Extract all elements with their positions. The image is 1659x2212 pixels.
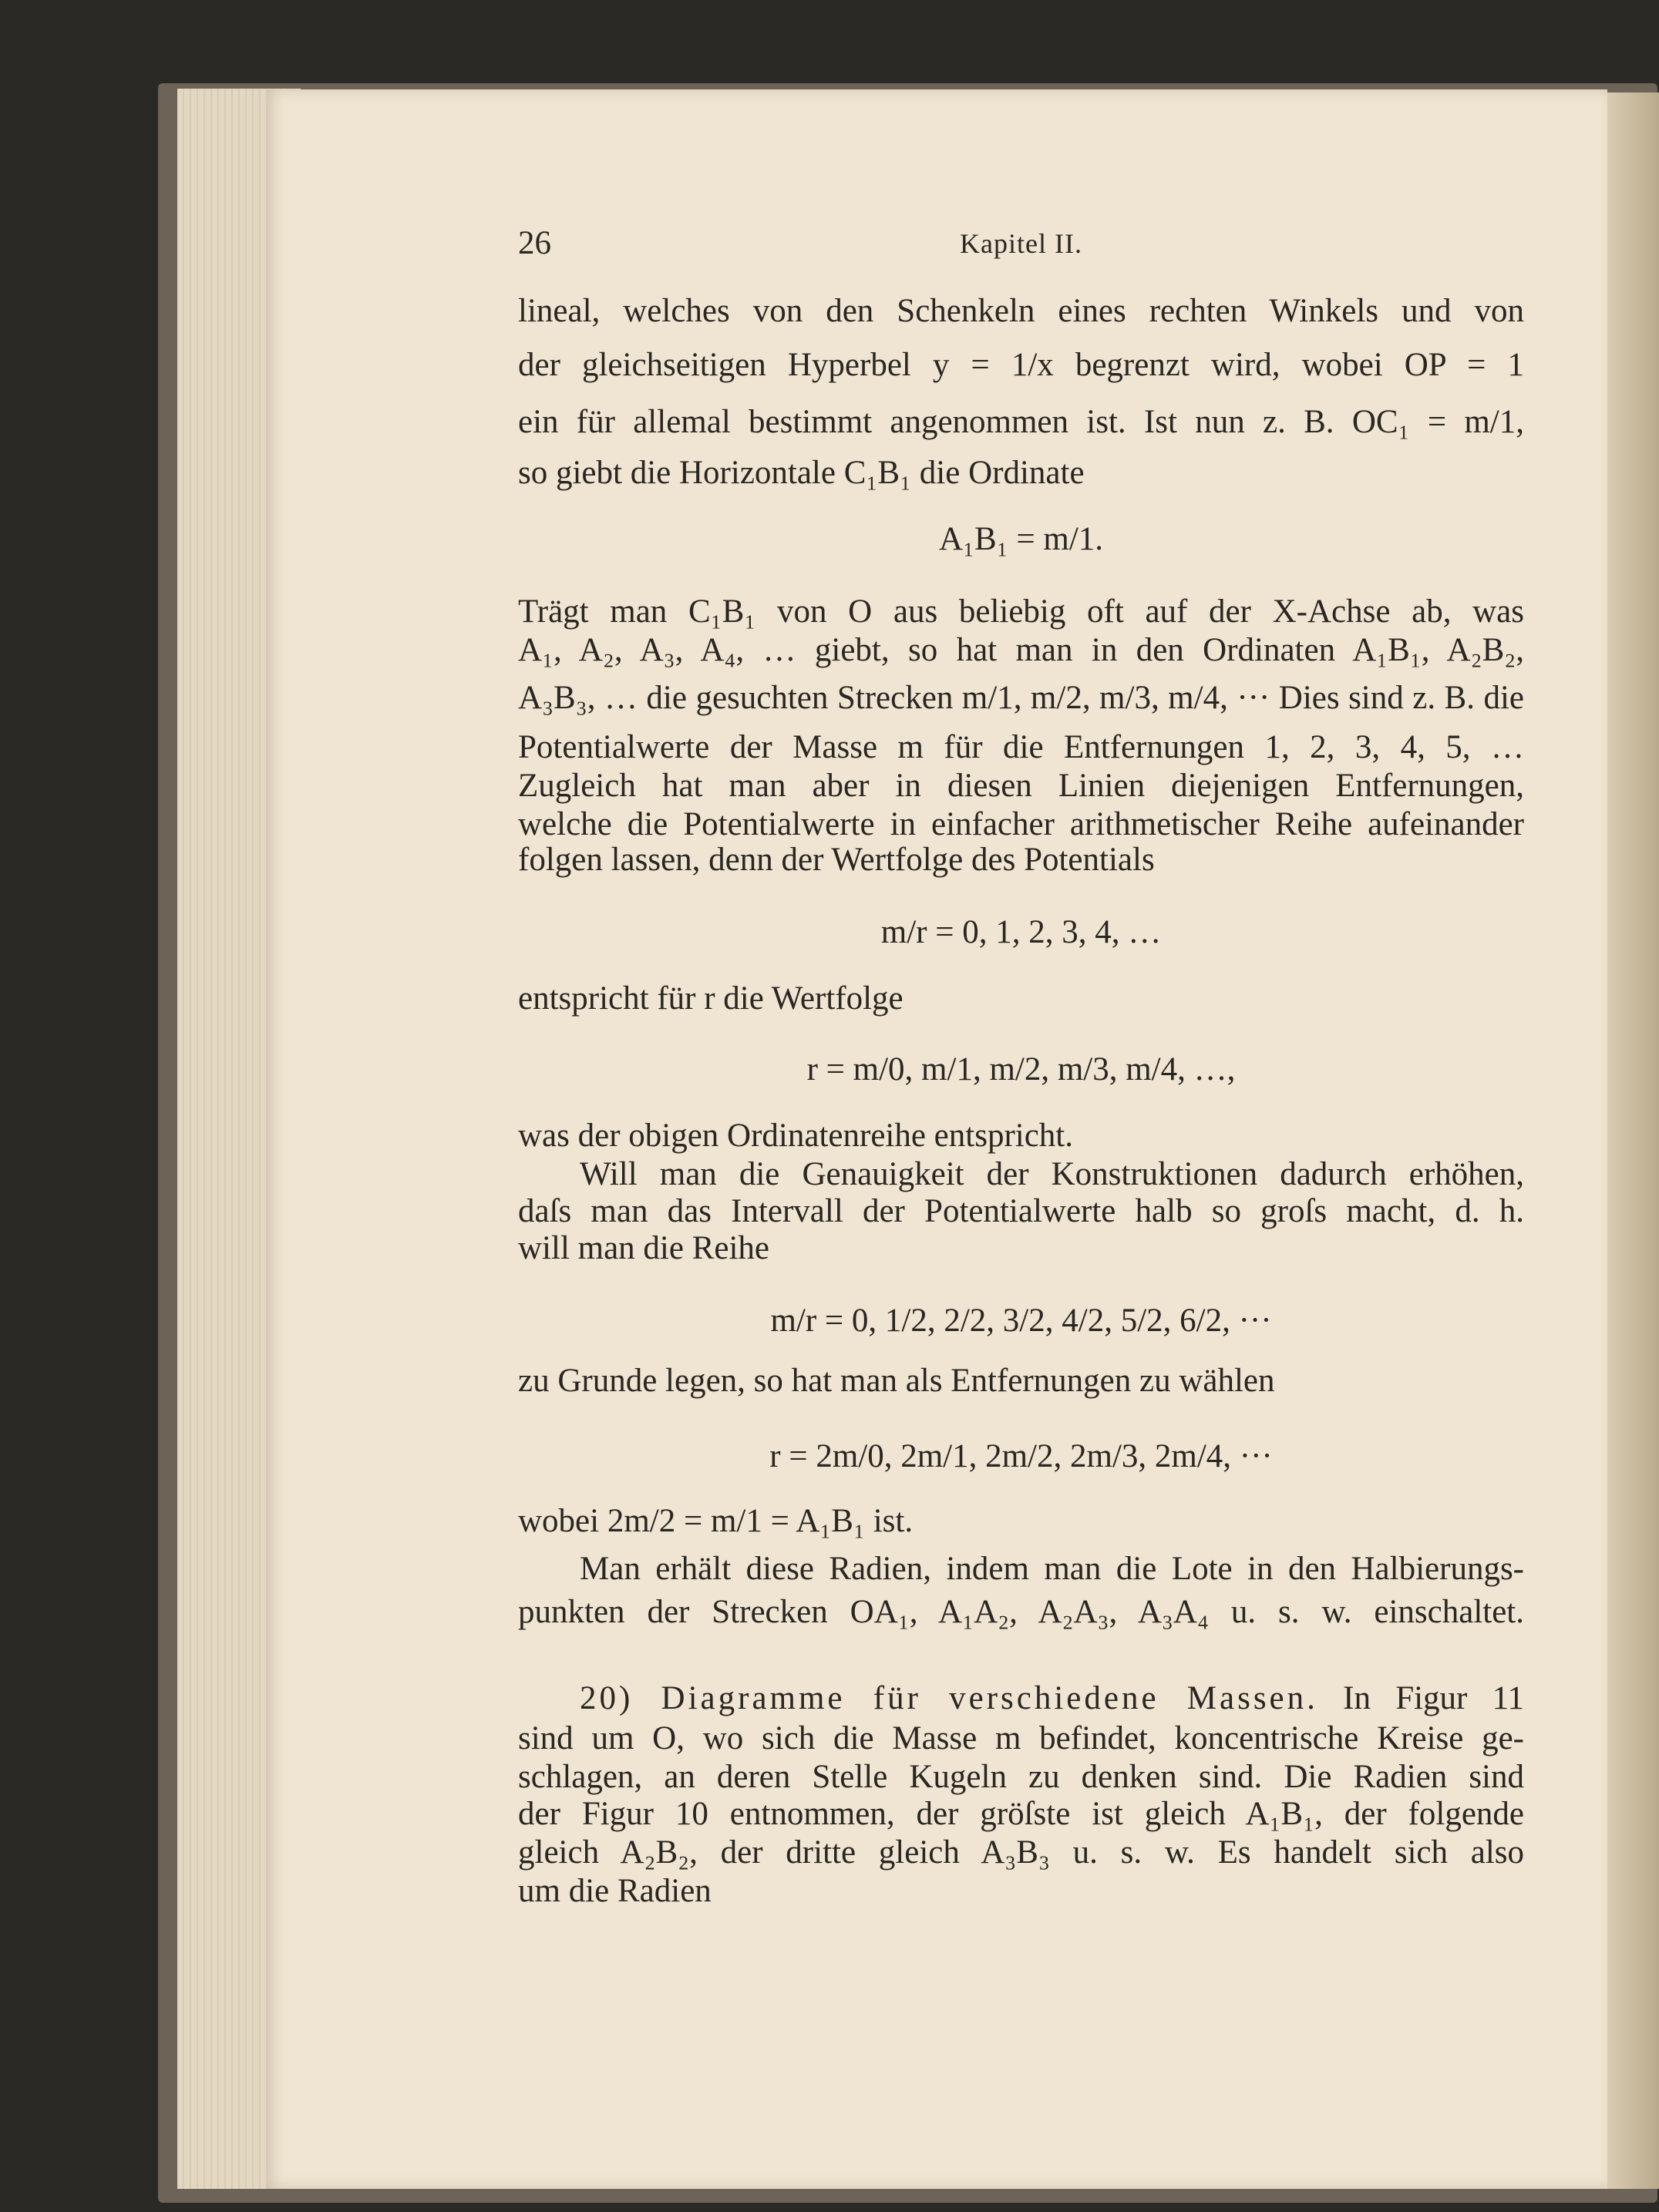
text-line: A₃B₃, … die gesuchten Strecken m/1, m/2, m/3, m/4, ··· Dies sind z. B. die — [518, 680, 1524, 716]
text-line: schlagen, an deren Stelle Kugeln zu denken sind. Die Radien sind — [518, 1759, 1524, 1795]
text-line: Man erhält diese Radien, indem man die Lote in den Halbierungs- — [580, 1551, 1524, 1587]
text-line: punkten der Strecken OA₁, A₁A₂, A₂A₃, A₃A₄ u. s. w. einschaltet. — [518, 1594, 1524, 1630]
text-line: der Figur 10 entnommen, der gröſste ist gleich A₁B₁, der folgende — [518, 1796, 1524, 1832]
page-number: 26 — [518, 225, 551, 261]
text-line: A₁, A₂, A₃, A₄, … giebt, so hat man in den Ordinaten A₁B₁, A₂B₂, — [518, 632, 1524, 668]
text-line: folgen lassen, denn der Wertfolge des Potentials — [518, 842, 1155, 878]
equation: r = m/0, m/1, m/2, m/3, m/4, …, — [806, 1051, 1236, 1088]
chapter-title: Kapitel II. — [960, 228, 1082, 259]
equation: A₁B₁ = m/1. — [938, 521, 1104, 557]
running-header — [518, 225, 1524, 262]
text-line: so giebt die Horizontale C₁B₁ die Ordinate — [518, 455, 1085, 491]
text-line: was der obigen Ordinatenreihe entspricht. — [518, 1118, 1073, 1154]
facing-page-edge — [1607, 92, 1659, 2189]
text-line: welche die Potentialwerte in einfacher arithmetischer Reihe aufeinander — [518, 806, 1524, 842]
equation: m/r = 0, 1, 2, 3, 4, … — [880, 914, 1162, 950]
text-line: zu Grunde legen, so hat man als Entfernungen zu wählen — [518, 1363, 1275, 1399]
text-line: entspricht für r die Wertfolge — [518, 980, 904, 1017]
text-line: Zugleich hat man aber in diesen Linien diejenigen Entfernungen, — [518, 768, 1524, 804]
text-line: gleich A₂B₂, der dritte gleich A₃B₃ u. s. w. Es handelt sich also — [518, 1834, 1524, 1871]
section-heading-line — [518, 1680, 1524, 1717]
equation: m/r = 0, 1/2, 2/2, 3/2, 4/2, 5/2, 6/2, ··· — [770, 1303, 1272, 1339]
text-fragment: In Figur 11 — [1343, 1680, 1525, 1716]
text-line: sind um O, wo sich die Masse m befindet, koncentrische Kreise ge- — [518, 1720, 1524, 1756]
text-line: Trägt man C₁B₁ von O aus beliebig oft auf der X-Achse ab, was — [518, 593, 1524, 630]
text-line: Will man die Genauigkeit der Konstruktionen dadurch erhöhen, — [580, 1156, 1524, 1192]
text-line: um die Radien — [518, 1873, 712, 1909]
text-line: lineal, welches von den Schenkeln eines rechten Winkels und von — [518, 293, 1524, 329]
text-line: Potentialwerte der Masse m für die Entfernungen 1, 2, 3, 4, 5, … — [518, 729, 1524, 765]
text-line: daſs man das Intervall der Potentialwerte halb so groſs macht, d. h. — [518, 1193, 1524, 1229]
text-line: ein für allemal bestimmt angenommen ist. Ist nun z. B. OC₁ = m/1, — [518, 404, 1524, 440]
text-line: will man die Reihe — [518, 1230, 770, 1266]
equation: r = 2m/0, 2m/1, 2m/2, 2m/3, 2m/4, ··· — [769, 1438, 1273, 1474]
section-heading: 20) Diagramme für verschiedene Massen. — [580, 1680, 1318, 1716]
text-line: wobei 2m/2 = m/1 = A₁B₁ ist. — [518, 1503, 914, 1539]
text-line: der gleichseitigen Hyperbel y = 1/x begrenzt wird, wobei OP = 1 — [518, 347, 1524, 383]
